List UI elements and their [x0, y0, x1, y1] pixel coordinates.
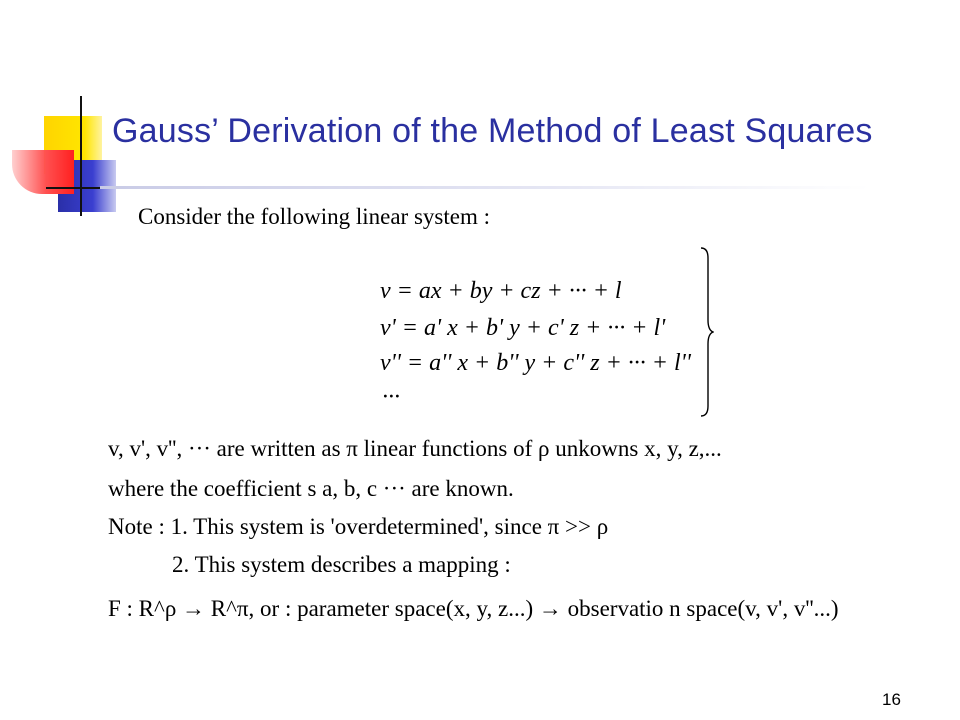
body-line-2: where the coefficient s a, b, c ··· are known. [108, 476, 514, 501]
equation-3: v'' = a'' x + b'' y + c'' z + ··· + l'' [380, 350, 691, 376]
right-brace [700, 246, 714, 418]
body-line-1: v, v', v'', ··· are written as π linear functions of ρ unkowns x, y, z,... [108, 436, 722, 461]
title-divider [100, 186, 870, 189]
body-line-3: Note : 1. This system is 'overdetermined', since π >> ρ [108, 514, 609, 539]
equation-2: v' = a' x + b' y + c' z + ··· + l' [380, 315, 666, 341]
slide-title: Gauss’ Derivation of the Method of Least Squares [112, 112, 873, 150]
intro-text: Consider the following linear system : [138, 204, 490, 229]
logo-vertical-line [80, 96, 82, 216]
page-number: 16 [882, 690, 901, 709]
equation-ellipsis: ··· [382, 384, 400, 410]
equation-1: v = ax + by + cz + ··· + l [380, 278, 622, 304]
body-line-5: F : R^ρ → R^π, or : parameter space(x, y, z...) → observatio n space(v, v', v''...) [108, 596, 839, 621]
body-line-4: 2. This system describes a mapping : [172, 552, 511, 577]
